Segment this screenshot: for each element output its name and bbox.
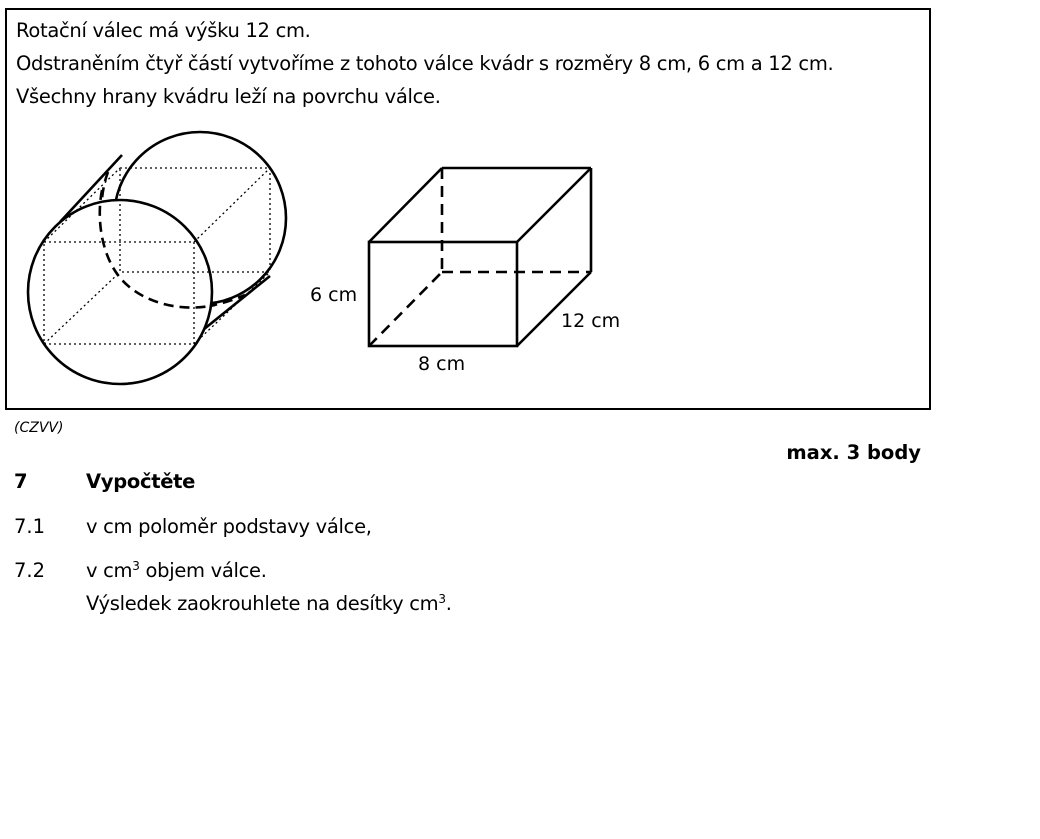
- item-7-2-text: v $cm^3$ objem válce.: [86, 559, 267, 582]
- source-note: (CZVV): [14, 420, 64, 436]
- label-depth: 12 cm: [561, 310, 621, 332]
- intro-line-1: Rotační válec má výšku 12 cm.: [16, 19, 311, 42]
- item-7-2-note: Výsledek zaokrouhlete na desítky $cm^3$.: [86, 592, 452, 615]
- intro-line-3: Všechny hrany kvádru leží na povrchu válce.: [16, 85, 441, 108]
- intro-line-2: Odstraněním čtyř částí vytvoříme z tohoto válce kvádr s rozměry 8 cm, 6 cm a 12 cm.: [16, 52, 834, 75]
- label-height: 6 cm: [310, 284, 358, 306]
- task-number: 7: [14, 470, 28, 493]
- cylinder-front-base: [28, 200, 212, 384]
- item-7-1-number: 7.1: [14, 515, 46, 538]
- cuboid-hidden-edges: [369, 168, 591, 346]
- task-title: Vypočtěte: [86, 470, 196, 493]
- label-width: 8 cm: [418, 353, 466, 375]
- item-7-1-text: v cm poloměr podstavy válce,: [86, 515, 372, 538]
- item-7-2-number: 7.2: [14, 559, 46, 582]
- max-points: max. 3 body: [786, 441, 921, 464]
- cuboid: [369, 168, 591, 346]
